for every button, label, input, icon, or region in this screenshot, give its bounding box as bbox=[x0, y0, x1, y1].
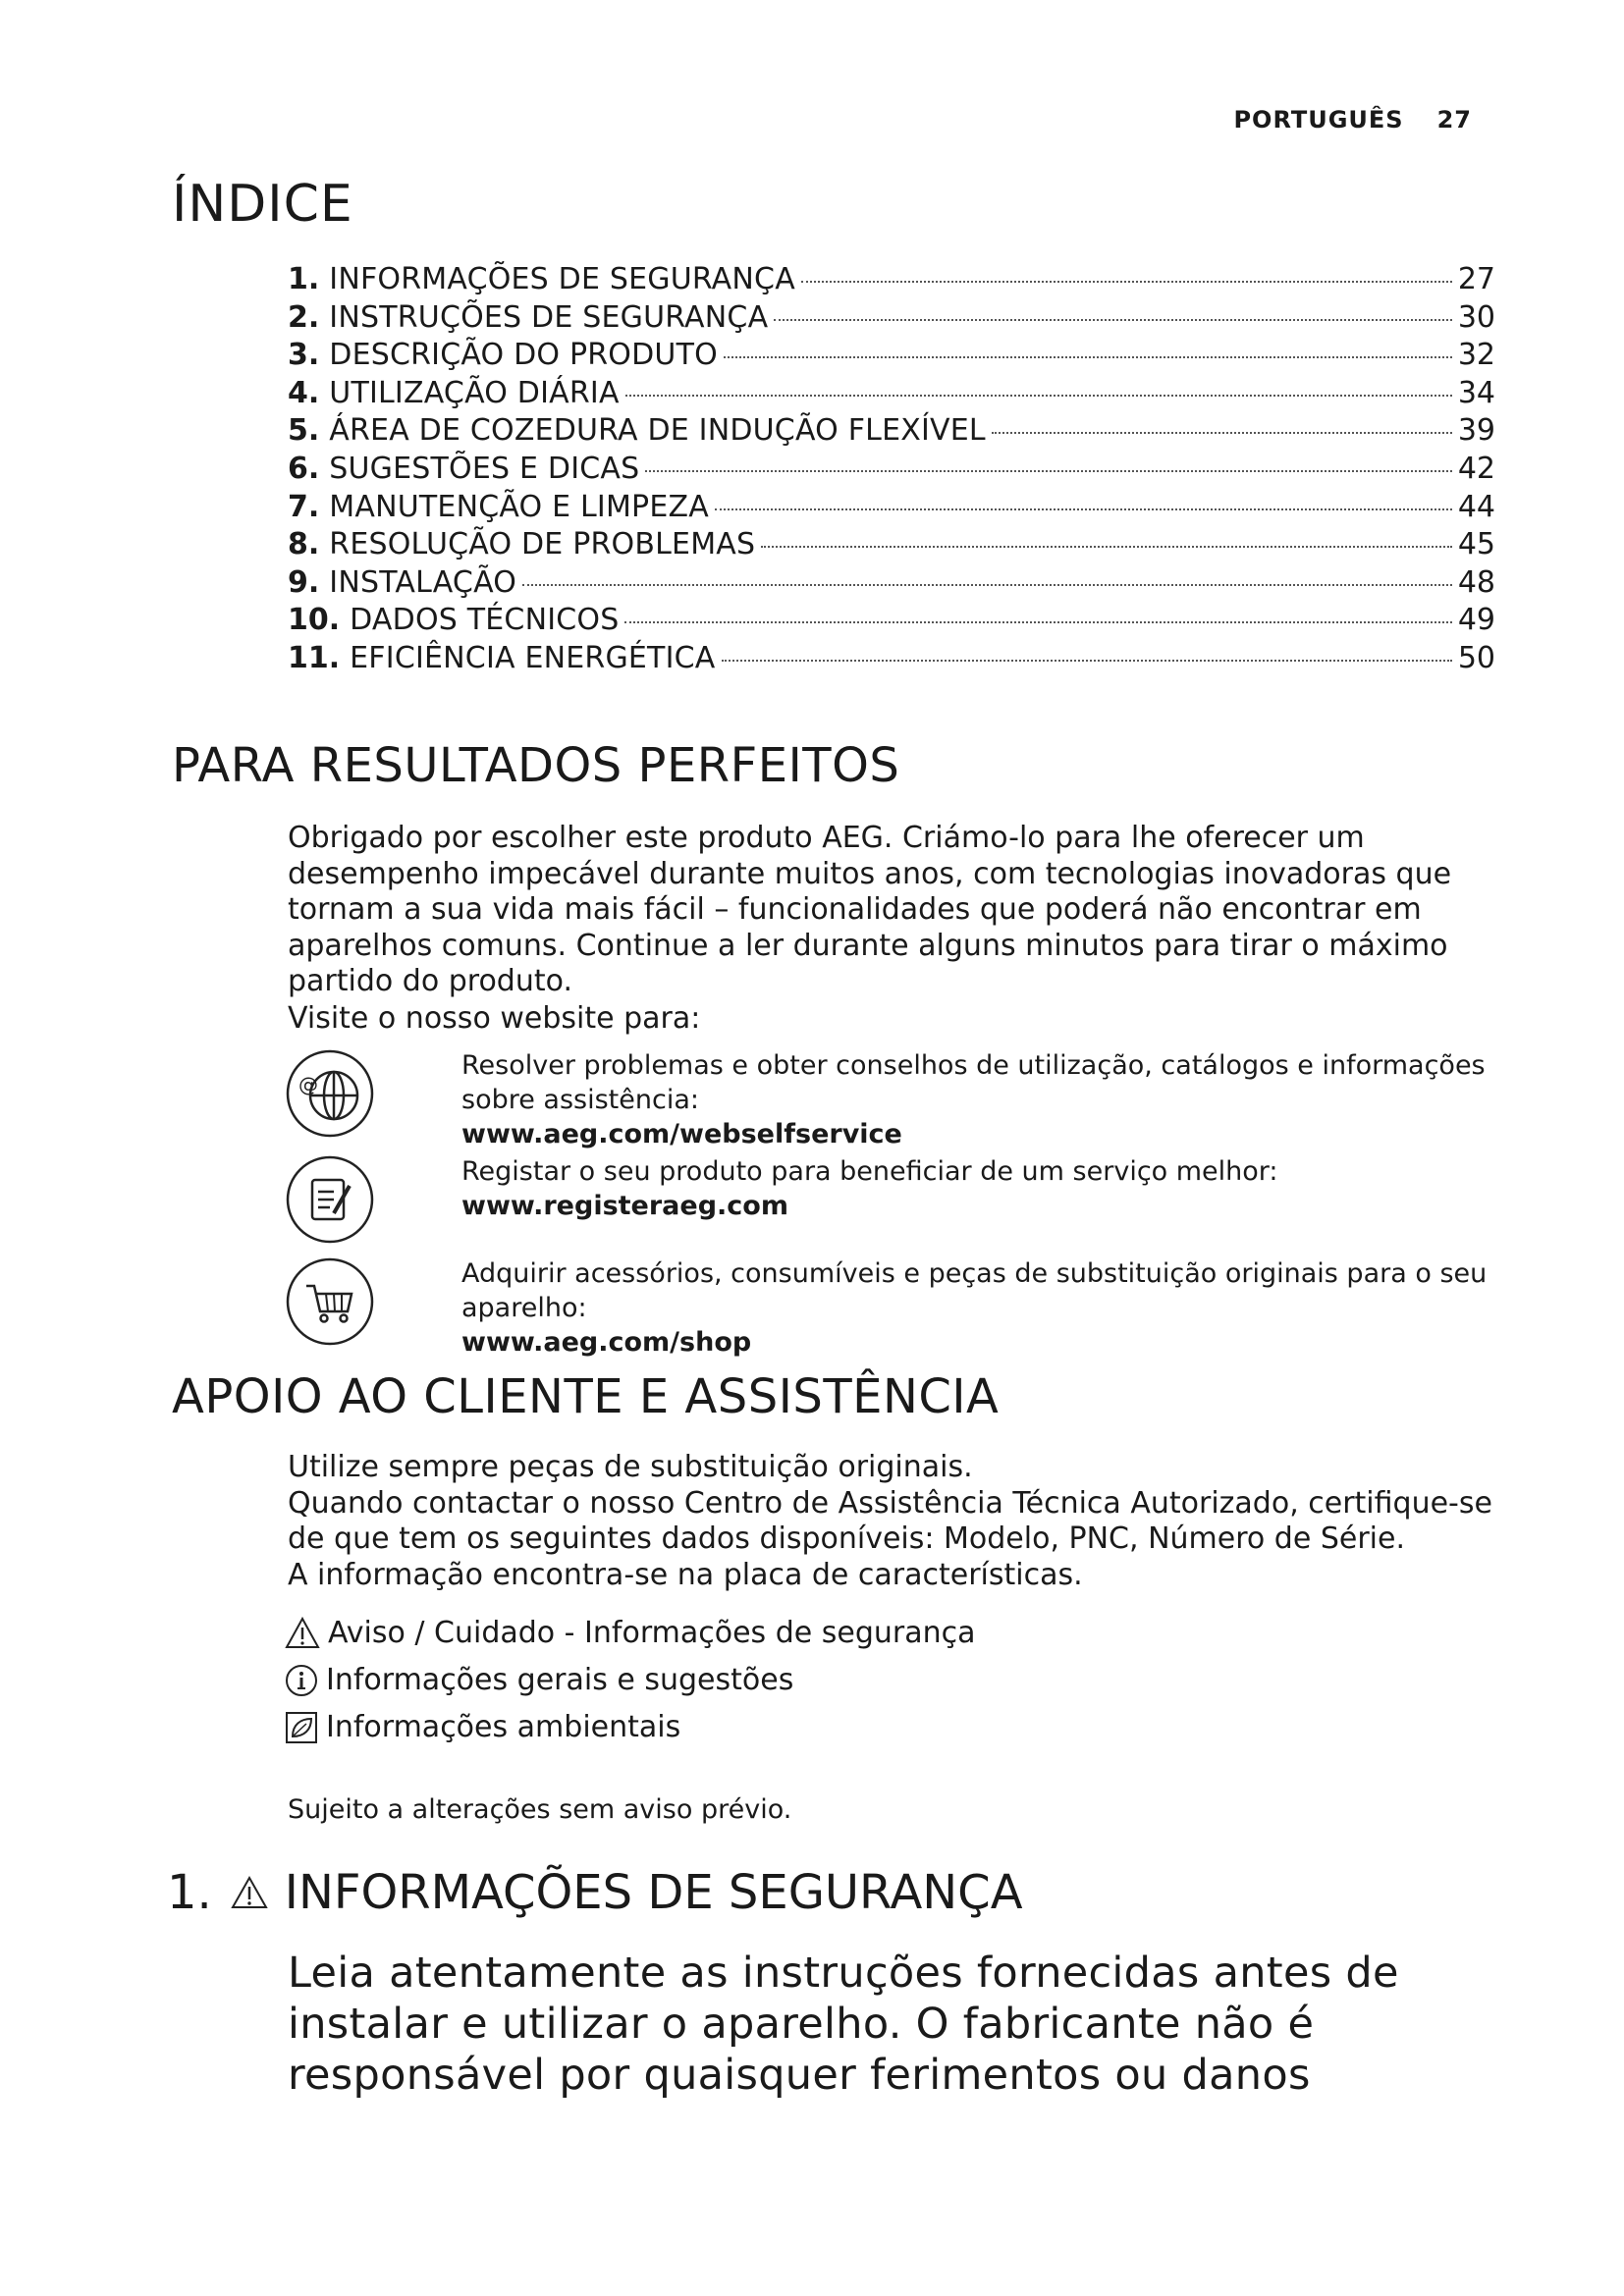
legend-item-environment bbox=[285, 1704, 976, 1751]
toc-item-number: 3. bbox=[288, 338, 320, 373]
toc-item[interactable] bbox=[288, 375, 1495, 413]
toc-item-label: SUGESTÕES E DICAS bbox=[329, 451, 640, 486]
toc-item-label: INSTALAÇÃO bbox=[329, 564, 517, 600]
toc-leader-dots bbox=[761, 546, 1452, 548]
web-item-description: Adquirir acessórios, consumíveis e peças de substituição originais para o seu aparelho: bbox=[461, 1258, 1488, 1323]
register-icon bbox=[285, 1154, 375, 1245]
toc-item[interactable] bbox=[288, 489, 1495, 527]
globe-icon bbox=[285, 1048, 375, 1139]
toc-item-page: 39 bbox=[1457, 413, 1495, 449]
toc-item[interactable] bbox=[288, 412, 1495, 451]
toc-item-number: 10. bbox=[288, 603, 341, 638]
toc-item-number: 11. bbox=[288, 640, 341, 675]
toc-leader-dots bbox=[724, 356, 1452, 358]
toc-item-label: EFICIÊNCIA ENERGÉTICA bbox=[350, 640, 716, 675]
support-line-contact: Quando contactar o nosso Centro de Assistência Técnica Autorizado, certifique-se de que tem os seguintes dados disponíveis: Modelo, PNC, Número de Série. bbox=[288, 1485, 1492, 1556]
toc-item[interactable] bbox=[288, 526, 1495, 564]
page-header bbox=[1233, 106, 1472, 133]
web-link-registeraeg[interactable]: www.registeraeg.com bbox=[461, 1191, 788, 1221]
web-link-webselfservice[interactable]: www.aeg.com/webselfservice bbox=[461, 1119, 902, 1149]
toc-item-page: 27 bbox=[1457, 262, 1495, 296]
info-icon bbox=[285, 1664, 318, 1697]
web-item-description: Resolver problemas e obter conselhos de utilização, catálogos e informações sobre assistência: bbox=[461, 1050, 1486, 1115]
toc-item-page: 34 bbox=[1457, 375, 1495, 410]
web-item-text bbox=[461, 1256, 1492, 1360]
header-page-number: 27 bbox=[1436, 106, 1472, 133]
shopping-cart-icon bbox=[285, 1256, 375, 1347]
toc-item-page: 48 bbox=[1457, 564, 1495, 600]
legend-item-warning bbox=[285, 1610, 976, 1657]
toc-item-page: 42 bbox=[1457, 451, 1495, 486]
toc-item[interactable] bbox=[288, 564, 1495, 603]
section-title-customer-support: APOIO AO CLIENTE E ASSISTÊNCIA bbox=[172, 1369, 1000, 1424]
toc-leader-dots bbox=[992, 432, 1452, 434]
web-link-shop[interactable]: www.aeg.com/shop bbox=[461, 1327, 752, 1358]
section-1-number: 1. bbox=[167, 1865, 212, 1920]
toc-leader-dots bbox=[625, 395, 1452, 397]
toc-item-number: 8. bbox=[288, 527, 320, 562]
toc-item-label: DESCRIÇÃO DO PRODUTO bbox=[329, 338, 718, 373]
toc-item-page: 44 bbox=[1457, 489, 1495, 524]
leaf-icon bbox=[285, 1711, 318, 1744]
web-item-text bbox=[461, 1154, 1492, 1223]
toc-item-label: DADOS TÉCNICOS bbox=[350, 603, 620, 638]
web-item-text bbox=[461, 1048, 1492, 1151]
toc-item-page: 32 bbox=[1457, 338, 1495, 373]
toc-item[interactable] bbox=[288, 451, 1495, 489]
legend-label: Aviso / Cuidado - Informações de segurança bbox=[328, 1616, 976, 1650]
toc-item[interactable] bbox=[288, 299, 1495, 338]
svg-text:@: @ bbox=[298, 1073, 318, 1096]
toc-leader-dots bbox=[801, 281, 1452, 283]
toc-item-page: 30 bbox=[1457, 299, 1495, 335]
legend-label: Informações gerais e sugestões bbox=[326, 1663, 794, 1697]
toc-item[interactable] bbox=[288, 261, 1495, 299]
toc-item-number: 9. bbox=[288, 564, 320, 600]
toc-item-page: 50 bbox=[1457, 640, 1495, 675]
table-of-contents bbox=[288, 261, 1495, 678]
toc-item-label: MANUTENÇÃO E LIMPEZA bbox=[329, 489, 709, 524]
toc-item-label: ÁREA DE COZEDURA DE INDUÇÃO FLEXÍVEL bbox=[329, 413, 986, 449]
toc-item-number: 6. bbox=[288, 451, 320, 486]
web-item-description: Registar o seu produto para beneficiar de um serviço melhor: bbox=[461, 1156, 1278, 1187]
visit-website-text: Visite o nosso website para: bbox=[288, 1001, 701, 1036]
section-1-heading: INFORMAÇÕES DE SEGURANÇA bbox=[284, 1865, 1023, 1920]
warning-icon bbox=[230, 1875, 269, 1910]
toc-item-number: 5. bbox=[288, 413, 320, 449]
toc-item-number: 4. bbox=[288, 375, 320, 410]
support-line-rating-plate: A informação encontra-se na placa de características. bbox=[288, 1557, 1083, 1592]
toc-item-page: 45 bbox=[1457, 527, 1495, 562]
warning-icon bbox=[285, 1617, 320, 1650]
toc-item-label: INFORMAÇÕES DE SEGURANÇA bbox=[329, 262, 795, 296]
toc-leader-dots bbox=[645, 470, 1451, 472]
legend-item-info bbox=[285, 1657, 976, 1704]
toc-item-number: 2. bbox=[288, 299, 320, 335]
toc-item-label: RESOLUÇÃO DE PROBLEMAS bbox=[329, 527, 756, 562]
change-notice: Sujeito a alterações sem aviso prévio. bbox=[288, 1794, 792, 1825]
toc-leader-dots bbox=[722, 660, 1452, 662]
toc-item[interactable] bbox=[288, 640, 1495, 678]
toc-item-page: 49 bbox=[1457, 603, 1495, 638]
toc-leader-dots bbox=[624, 621, 1451, 623]
toc-item[interactable] bbox=[288, 337, 1495, 375]
legend-label: Informações ambientais bbox=[326, 1710, 681, 1744]
toc-leader-dots bbox=[715, 508, 1452, 510]
toc-item-label: INSTRUÇÕES DE SEGURANÇA bbox=[329, 299, 769, 335]
toc-item-number: 7. bbox=[288, 489, 320, 524]
support-line-original-parts: Utilize sempre peças de substituição originais. bbox=[288, 1450, 973, 1484]
toc-item[interactable] bbox=[288, 602, 1495, 640]
header-language: PORTUGUÊS bbox=[1233, 106, 1404, 133]
section-title-perfect-results: PARA RESULTADOS PERFEITOS bbox=[172, 738, 900, 793]
toc-item-number: 1. bbox=[288, 262, 320, 296]
toc-item-label: UTILIZAÇÃO DIÁRIA bbox=[329, 375, 620, 410]
support-paragraph bbox=[288, 1450, 1495, 1593]
toc-leader-dots bbox=[522, 584, 1452, 586]
toc-title: ÍNDICE bbox=[172, 175, 353, 234]
safety-lead-paragraph: Leia atentamente as instruções fornecidas antes de instalar e utilizar o aparelho. O fabricante não é responsável por quaisquer ferimentos ou danos bbox=[288, 1949, 1399, 2100]
section-1-title bbox=[167, 1865, 1023, 1920]
toc-leader-dots bbox=[774, 319, 1452, 321]
symbol-legend bbox=[285, 1610, 976, 1751]
intro-paragraph: Obrigado por escolher este produto AEG. Criámo-lo para lhe oferecer um desempenho impecável durante muitos anos, com tecnologias inovadoras que tornam a sua vida mais fácil – funcionalidades que poderá não encontrar em aparelhos comuns. Continue a ler durante alguns minutos para tirar o máximo partido do produto. bbox=[288, 821, 1452, 998]
